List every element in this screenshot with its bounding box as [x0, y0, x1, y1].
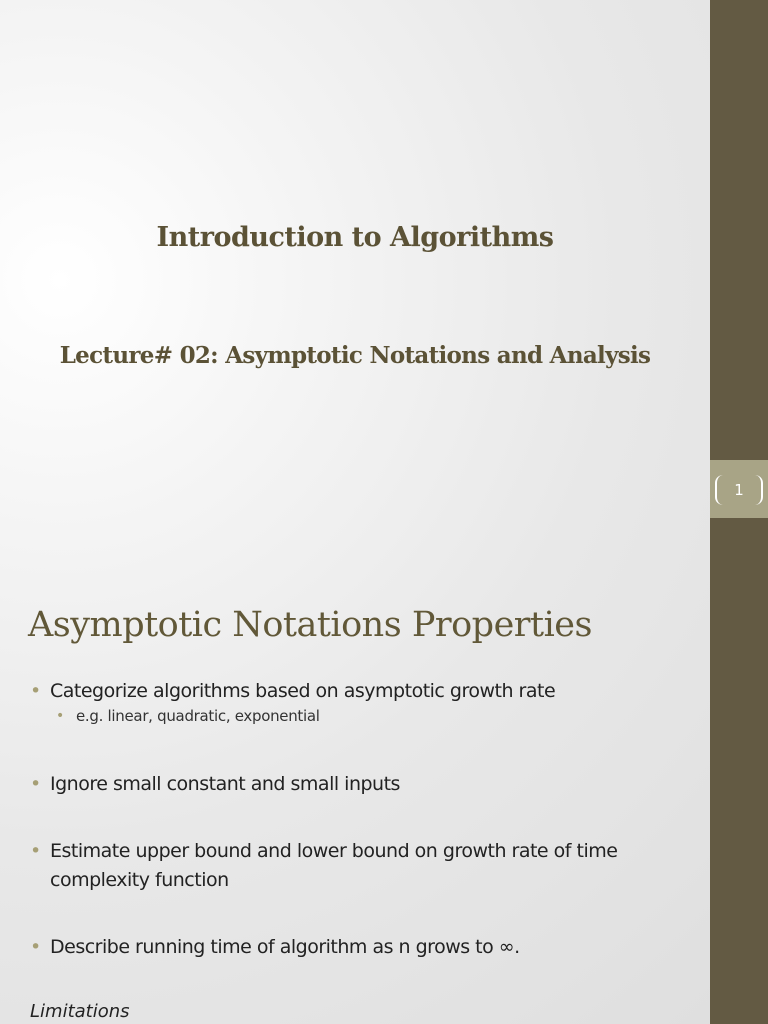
slide-subtitle: Lecture# 02: Asymptotic Notations and Analysis	[59, 342, 651, 369]
slide-heading: Asymptotic Notations Properties	[28, 605, 592, 645]
bullet-item: • Ignore small constant and small inputs	[30, 770, 690, 799]
slide-title: Introduction to Algorithms	[156, 222, 554, 253]
content-slide	[0, 555, 710, 1024]
bullet-item: • Estimate upper bound and lower bound on growth rate of time complexity function	[30, 837, 690, 895]
page-number-box	[710, 460, 768, 518]
page-number: 1	[715, 475, 763, 505]
bullet-item: • Categorize algorithms based on asymptotic growth rate	[30, 677, 690, 706]
limitations-label: Limitations	[30, 1001, 130, 1022]
bullet-list	[30, 677, 690, 962]
bullet-item: • Describe running time of algorithm as n grows to ∞.	[30, 933, 690, 962]
sub-bullet-item: • e.g. linear, quadratic, exponential	[30, 706, 690, 726]
